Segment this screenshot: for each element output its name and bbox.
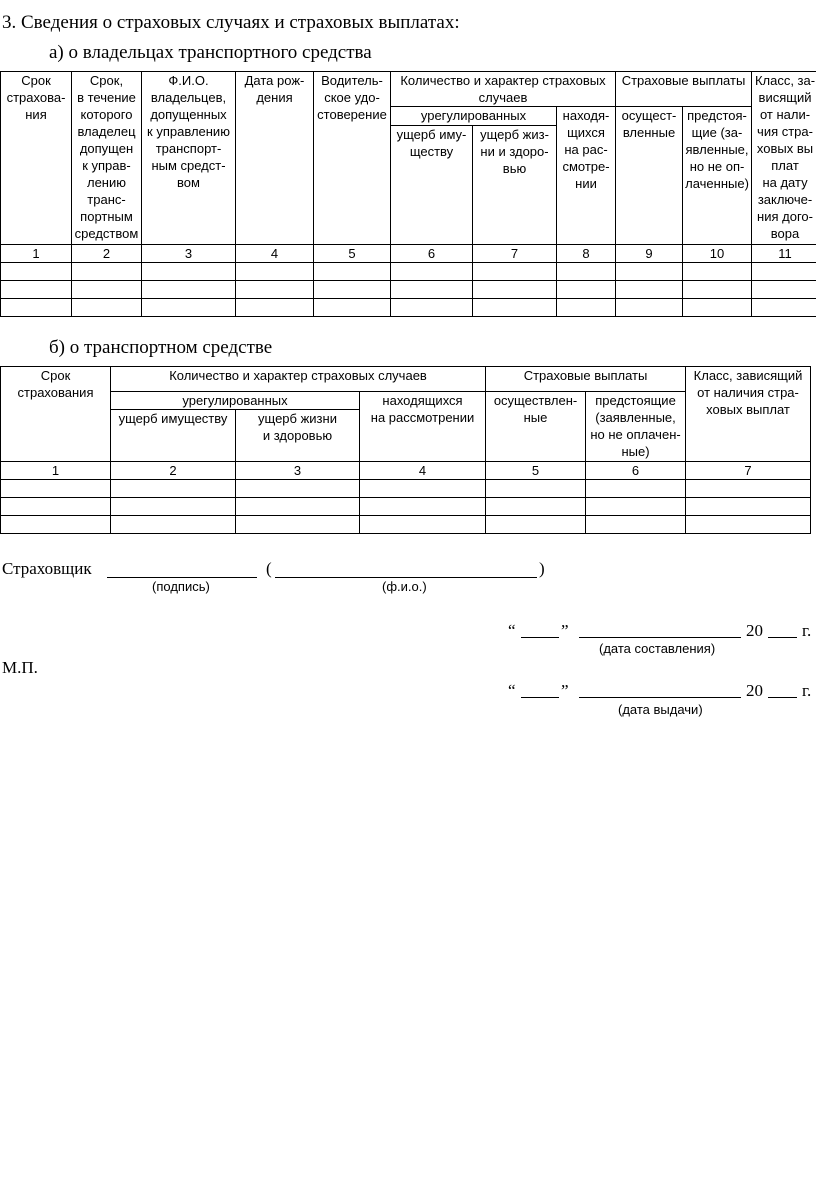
header-health-damage: ущерб жизни и здоровью: [236, 410, 360, 462]
header-settled: урегулированных: [391, 107, 557, 126]
column-number: 3: [142, 245, 236, 263]
table-row: [1, 263, 816, 281]
header-settled: урегулированных: [111, 392, 360, 410]
column-number: 5: [486, 462, 586, 480]
header-driver-license: Водитель- ское удо- стоверение: [314, 72, 391, 245]
name-line: [275, 577, 537, 578]
header-class: Класс, за- висящий от нали- чия стра- ховых вы плат на дату заключе- ния дого- вора: [752, 72, 816, 245]
header-insurance-term: Срок страхования: [1, 367, 111, 462]
header-property-damage: ущерб имуществу: [111, 410, 236, 462]
header-insured-events: Количество и характер страховых случаев: [391, 72, 616, 107]
year-prefix: 20: [746, 681, 763, 700]
date-made-caption: (дата составления): [599, 641, 716, 656]
signature-caption: (подпись): [152, 579, 210, 594]
header-insured-events: Количество и характер страховых случаев: [111, 367, 486, 392]
header-pending: находящихся на рассмотрении: [360, 392, 486, 462]
stamp-placeholder: М.П.: [2, 658, 38, 677]
header-paid: осущест- вленные: [616, 107, 683, 245]
year-suffix: г.: [802, 621, 812, 640]
close-paren: ): [539, 559, 545, 578]
column-number: 3: [236, 462, 360, 480]
name-caption: (ф.и.о.): [382, 579, 427, 594]
header-upcoming: предстоя- щие (за- явленные, но не оп- лаченные): [683, 107, 752, 245]
header-admission-term: Срок, в течение которого владелец допущен к управ- лению транс- портным средством: [72, 72, 142, 245]
header-health-damage: ущерб жиз- ни и здоро- вью: [473, 126, 557, 245]
header-class: Класс, зависящий от наличия стра- ховых выплат: [686, 367, 811, 462]
column-number: 10: [683, 245, 752, 263]
column-number: 8: [557, 245, 616, 263]
column-number: 1: [1, 245, 72, 263]
table-row: [1, 480, 811, 498]
day-line: [521, 637, 559, 638]
header-birth-date: Дата рож- дения: [236, 72, 314, 245]
date-issued-caption: (дата выдачи): [618, 702, 703, 717]
table-row: [1, 516, 811, 534]
year-suffix: г.: [802, 681, 812, 700]
year-line: [768, 697, 797, 698]
column-number: 6: [391, 245, 473, 263]
column-number: 1: [1, 462, 111, 480]
section-title: 3. Сведения о страховых случаях и страховых выплатах:: [2, 12, 460, 33]
year-prefix: 20: [746, 621, 763, 640]
column-number: 7: [473, 245, 557, 263]
column-number-row: [1, 245, 816, 263]
header-owner-names: Ф.И.О. владельцев, допущенных к управлению транспорт- ным средст- вом: [142, 72, 236, 245]
header-paid: осуществлен- ные: [486, 392, 586, 462]
column-number: 5: [314, 245, 391, 263]
month-line: [579, 637, 741, 638]
column-number: 6: [586, 462, 686, 480]
header-upcoming: предстоящие (заявленные, но не оплачен- ные): [586, 392, 686, 462]
year-line: [768, 637, 797, 638]
header-pending: находя- щихся на рас- смотре- нии: [557, 107, 616, 245]
quote-close: ”: [561, 681, 569, 700]
header-insurance-payments: Страховые выплаты: [486, 367, 686, 392]
insurer-label: Страховщик: [2, 559, 92, 578]
column-number: 2: [111, 462, 236, 480]
column-number: 9: [616, 245, 683, 263]
column-number: 7: [686, 462, 811, 480]
signature-line: [107, 577, 257, 578]
column-number: 2: [72, 245, 142, 263]
table-b-title: б) о транспортном средстве: [49, 337, 273, 358]
table-row: [1, 498, 811, 516]
header-insurance-payments: Страховые выплаты: [616, 72, 752, 107]
table-row: [1, 281, 816, 299]
column-number: 11: [752, 245, 816, 263]
owners-table: [0, 71, 816, 317]
column-number: 4: [360, 462, 486, 480]
open-paren: (: [266, 559, 272, 578]
day-line: [521, 697, 559, 698]
header-property-damage: ущерб иму- ществу: [391, 126, 473, 245]
table-a-title: а) о владельцах транспортного средства: [49, 42, 372, 63]
header-insurance-term: Срок страхова- ния: [1, 72, 72, 245]
table-row: [1, 299, 816, 317]
quote-open: “: [508, 681, 516, 700]
vehicle-table: [0, 366, 811, 534]
quote-close: ”: [561, 621, 569, 640]
month-line: [579, 697, 741, 698]
column-number: 4: [236, 245, 314, 263]
quote-open: “: [508, 621, 516, 640]
column-number-row: [1, 462, 811, 480]
